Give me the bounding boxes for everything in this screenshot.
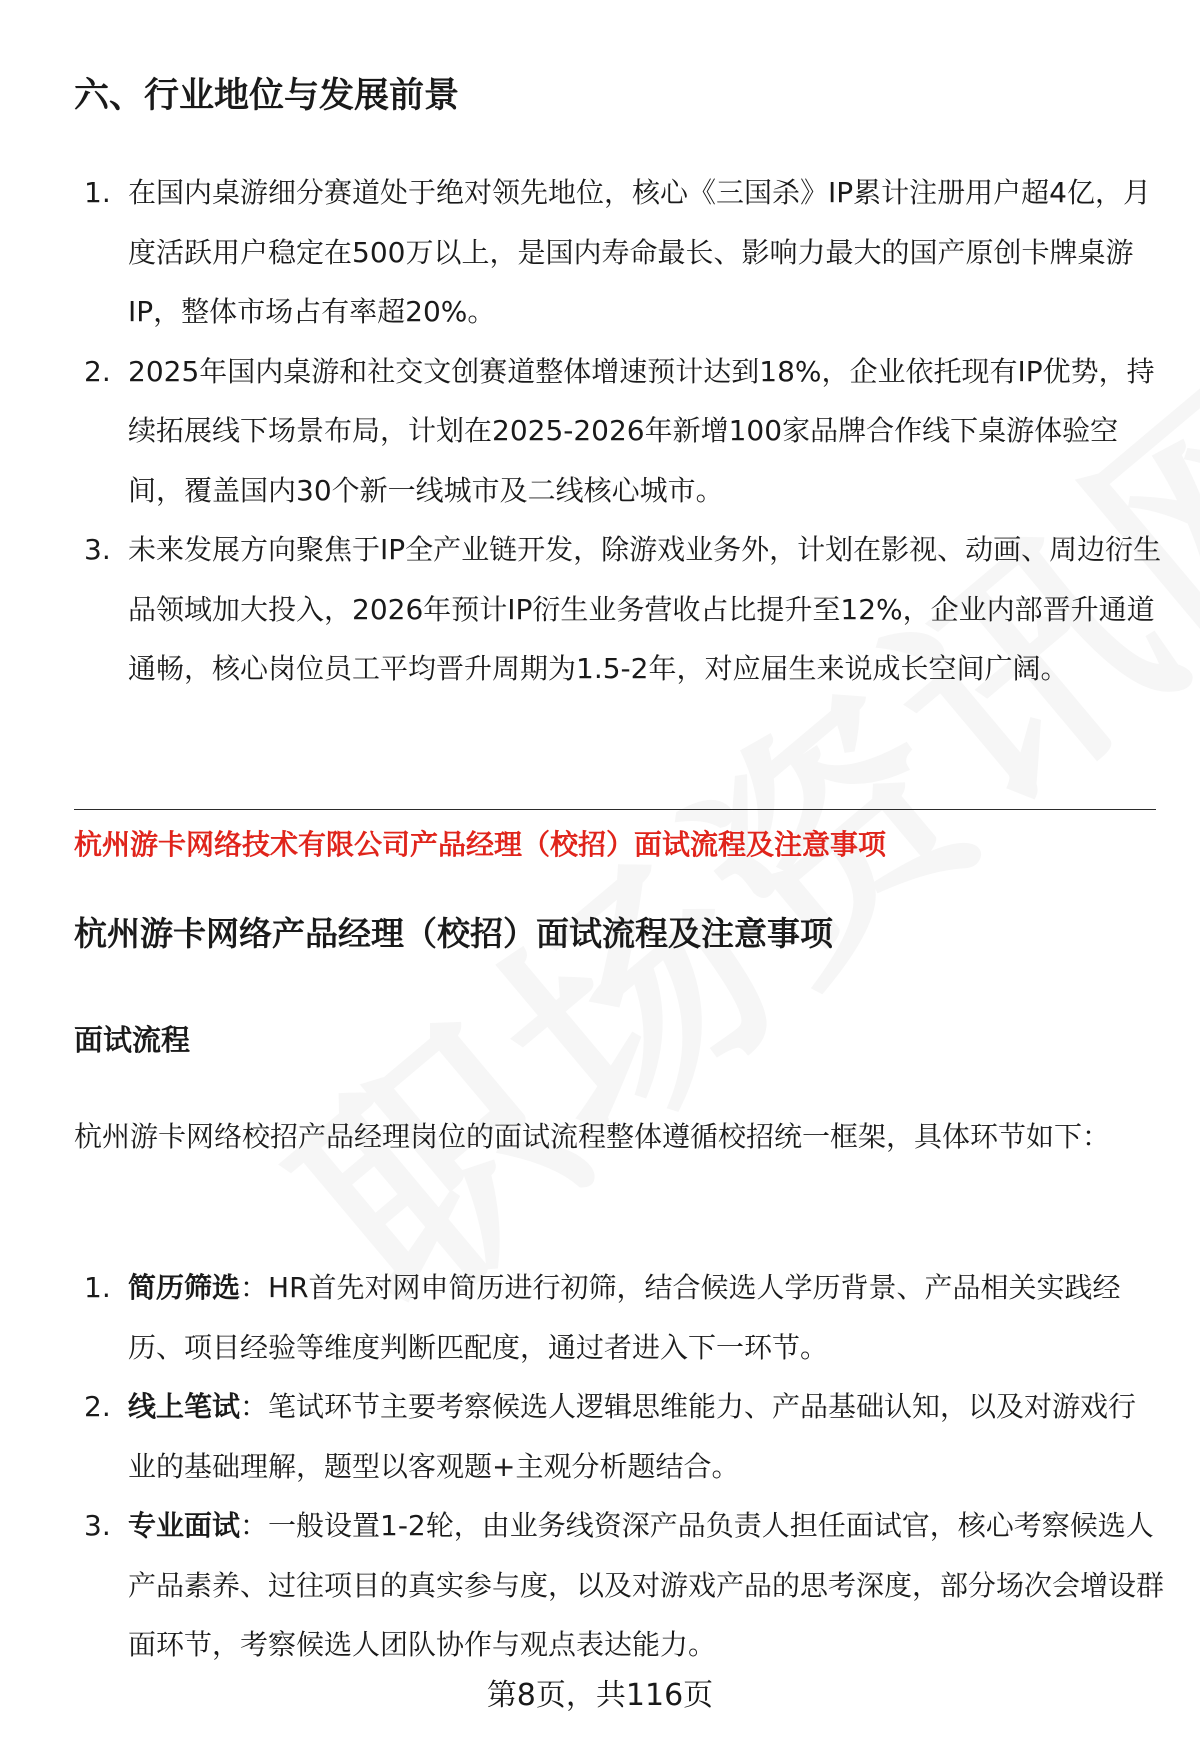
item-number: 3. bbox=[84, 1509, 111, 1542]
item-text: 未来发展方向聚焦于IP全产业链开发，除游戏业务外，计划在影视、动画、周边衍生品领域加大投入，2026年预计IP衍生业务营收占比提升至12%，企业内部晋升通道通畅，核心岗位员工平均晋升周期为1.5-2年，对应届生来说成长空间广阔。 bbox=[128, 533, 1162, 685]
interview-steps-list bbox=[74, 1258, 1164, 1675]
item-text: 在国内桌游细分赛道处于绝对领先地位，核心《三国杀》IP累计注册用户超4亿，月度活跃用户稳定在500万以上，是国内寿命最长、影响力最大的国产原创卡牌桌游IP，整体市场占有率超20%。 bbox=[128, 176, 1151, 328]
section-title: 六、行业地位与发展前景 bbox=[74, 76, 460, 116]
article-title: 杭州游卡网络产品经理（校招）面试流程及注意事项 bbox=[74, 914, 833, 953]
article-subtitle: 面试流程 bbox=[74, 1023, 191, 1057]
red-article-title: 杭州游卡网络技术有限公司产品经理（校招）面试流程及注意事项 bbox=[74, 828, 887, 861]
step-text: ：HR首先对网申简历进行初筛，结合候选人学历背景、产品相关实践经历、项目经验等维度判断匹配度，通过者进入下一环节。 bbox=[128, 1271, 1121, 1364]
list-item bbox=[74, 1258, 1164, 1377]
item-text: 2025年国内桌游和社交文创赛道整体增速预计达到18%，企业依托现有IP优势，持续拓展线下场景布局，计划在2025-2026年新增100家品牌合作线下桌游体验空间，覆盖国内30个新一线城市及二线核心城市。 bbox=[128, 354, 1155, 507]
industry-list bbox=[74, 163, 1164, 699]
step-text: ：笔试环节主要考察候选人逻辑思维能力、产品基础认知，以及对游戏行业的基础理解，题型以客观题+主观分析题结合。 bbox=[128, 1390, 1137, 1483]
step-text: ：一般设置1-2轮，由业务线资深产品负责人担任面试官，核心考察候选人产品素养、过往项目的真实参与度，以及对游戏产品的思考深度，部分场次会增设群面环节，考察候选人团队协作与观点表达能力。 bbox=[128, 1509, 1165, 1661]
list-item bbox=[74, 342, 1164, 521]
page-footer: 第8页，共116页 bbox=[486, 1678, 714, 1713]
item-number: 1. bbox=[84, 176, 111, 209]
step-label: 线上笔试 bbox=[128, 1390, 241, 1423]
item-number: 2. bbox=[84, 354, 111, 388]
intro-paragraph: 杭州游卡网络校招产品经理岗位的面试流程整体遵循校招统一框架，具体环节如下： bbox=[74, 1120, 1111, 1153]
list-item bbox=[74, 1377, 1164, 1496]
item-number: 3. bbox=[84, 533, 111, 566]
list-item bbox=[74, 1496, 1164, 1675]
item-number: 2. bbox=[84, 1390, 111, 1423]
list-item bbox=[74, 163, 1164, 342]
step-label: 专业面试 bbox=[128, 1509, 241, 1542]
step-label: 简历筛选 bbox=[128, 1271, 241, 1304]
list-item bbox=[74, 520, 1164, 699]
divider bbox=[74, 809, 1156, 810]
item-number: 1. bbox=[84, 1271, 111, 1304]
